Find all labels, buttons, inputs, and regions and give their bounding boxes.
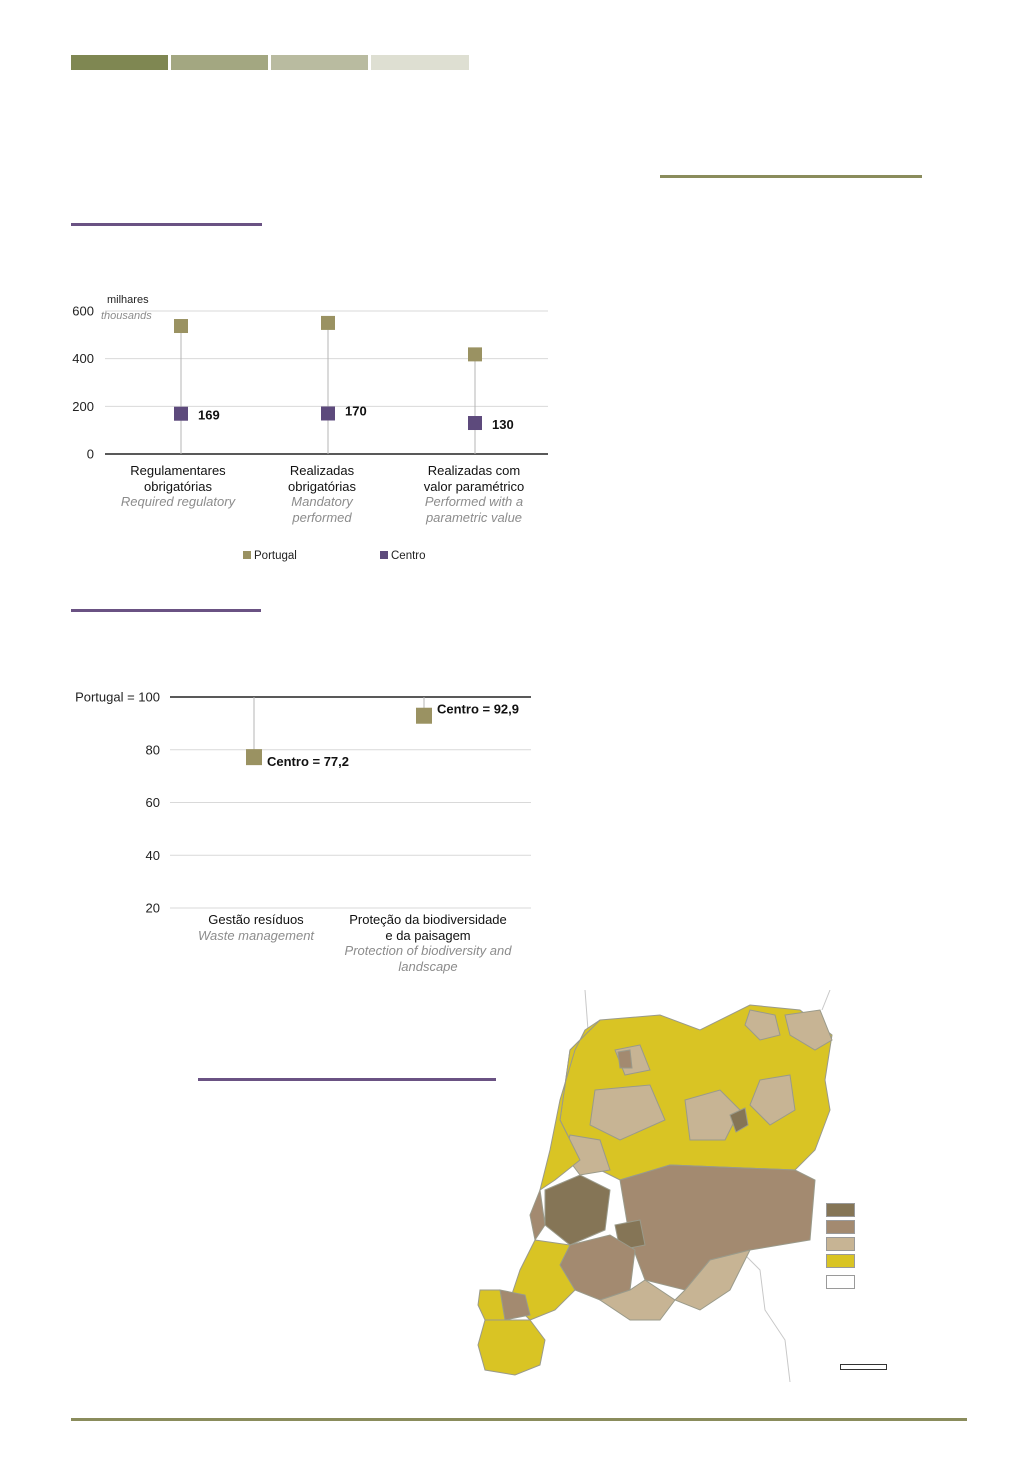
map-legend-swatch-3	[826, 1237, 855, 1251]
map-zone	[530, 1190, 545, 1240]
chart1-unit-en: thousands	[101, 310, 152, 322]
chart2-ytick-label: 40	[145, 847, 160, 863]
map-legend-swatch-5	[826, 1275, 855, 1289]
chart2-category-2	[328, 912, 528, 974]
category-label-pt: obrigatórias	[144, 478, 212, 494]
chart1-data-label-centro: 130	[492, 417, 514, 433]
category-label-pt: valor paramétrico	[423, 478, 525, 494]
category-label-en: Required regulatory	[120, 494, 236, 509]
chart1-ytick-label: 200	[72, 398, 94, 414]
footer-rule	[71, 1418, 967, 1421]
map-legend-swatch-4	[826, 1254, 855, 1268]
map-zone	[478, 1290, 505, 1320]
map-scale-bar	[840, 1364, 887, 1370]
category-label-en: parametric value	[425, 509, 523, 525]
chart2-marker	[246, 749, 262, 765]
map-zone	[618, 1050, 632, 1068]
category-label-pt: Gestão resíduos	[208, 912, 304, 927]
legend-label-centro: Centro	[391, 550, 426, 562]
chart2-marker	[416, 708, 432, 724]
map-zone	[545, 1175, 610, 1245]
region-map	[460, 990, 840, 1390]
category-label-en: Waste management	[197, 927, 315, 943]
chart2-ytick-label: Portugal = 100	[75, 689, 160, 705]
map-legend-swatch-1	[826, 1203, 855, 1217]
category-label-en: Performed with a	[424, 494, 524, 509]
chart1-unit-pt: milhares	[107, 294, 149, 306]
chart2-category-1	[156, 912, 356, 943]
category-label-pt: Proteção da biodiversidade	[349, 912, 507, 927]
category-label-en: performed	[292, 509, 352, 525]
category-label-pt: Realizadas	[289, 463, 355, 478]
chart1-data-label-centro: 170	[345, 403, 367, 419]
chart2-ytick-label: 60	[145, 795, 160, 810]
chart1-ytick-label: 600	[72, 303, 94, 319]
chart2-ytick-label: 80	[145, 742, 160, 758]
map-zone	[478, 1320, 545, 1375]
category-label-pt: Realizadas com	[427, 463, 521, 478]
category-label-en: Mandatory	[291, 494, 353, 509]
map-legend-swatch-2	[826, 1220, 855, 1234]
map-border-line	[735, 1245, 790, 1382]
category-label-pt: Regulamentares	[130, 463, 226, 478]
map-title-rule	[198, 1078, 496, 1081]
category-label-pt: obrigatórias	[288, 478, 356, 494]
chart1-ytick-label: 0	[86, 446, 94, 462]
chart1-ytick-label: 400	[72, 351, 94, 367]
chart2-ytick-label: 20	[145, 900, 160, 916]
chart2-data-label: Centro = 77,2	[267, 754, 350, 770]
map-border-line	[585, 990, 588, 1030]
category-label-en: landscape	[398, 958, 458, 974]
category-label-en: Protection of biodiversity and	[344, 943, 512, 958]
map-border-line	[822, 990, 830, 1010]
chart2-data-label: Centro = 92,9	[437, 701, 520, 717]
legend-label-portugal: Portugal	[254, 550, 297, 562]
category-label-pt: e da paisagem	[385, 927, 471, 943]
chart1-data-label-centro: 169	[198, 407, 220, 423]
